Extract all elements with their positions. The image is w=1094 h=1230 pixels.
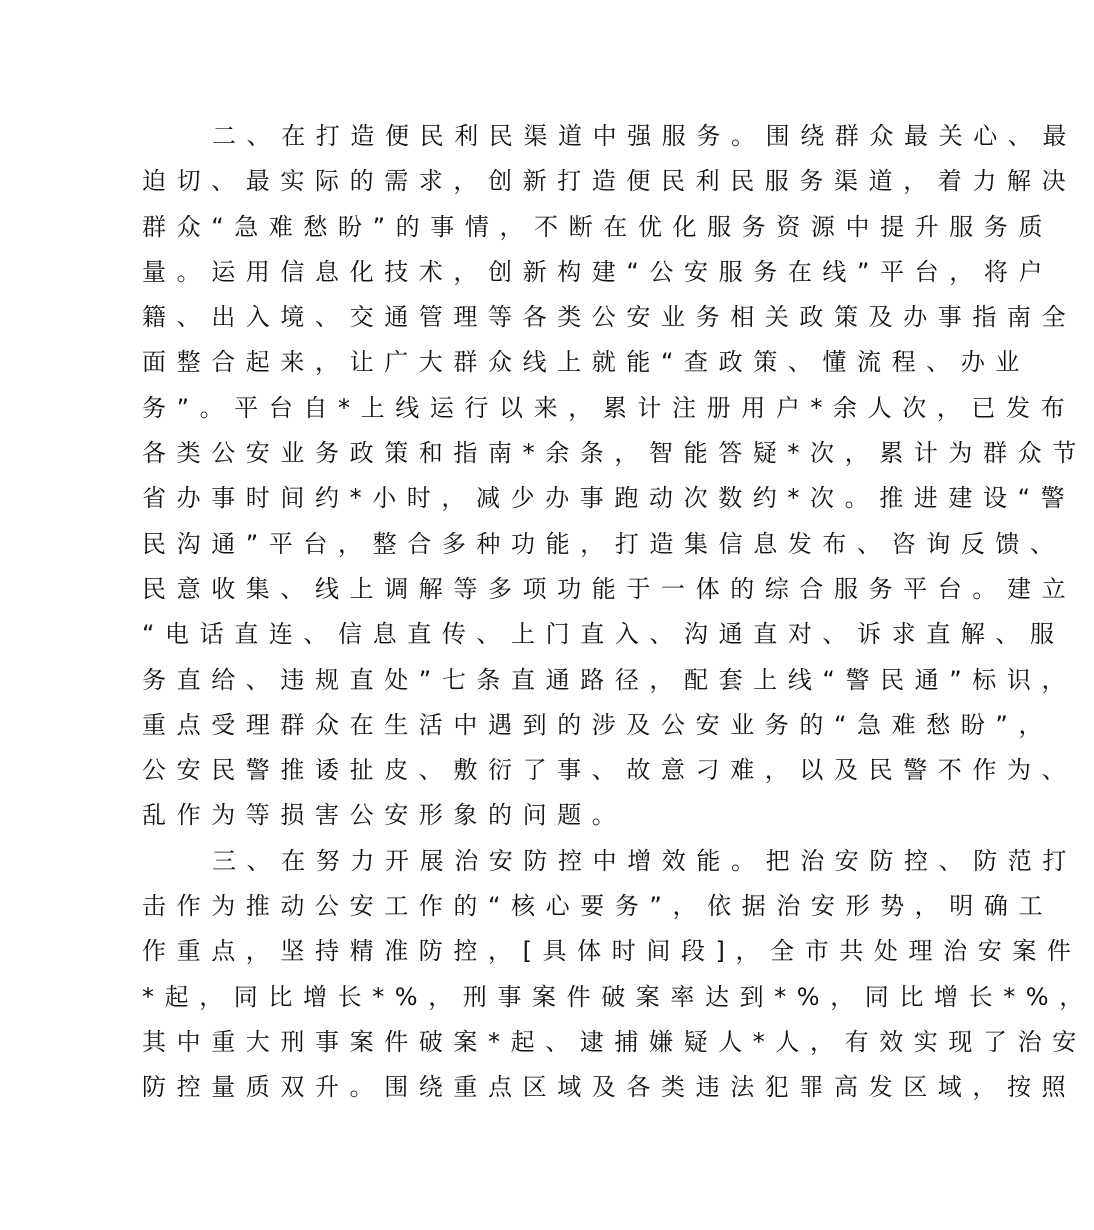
text-line: 二、在打造便民利民渠道中强服务。围绕群众最关心、最 (212, 122, 1077, 150)
text-line: 务直给、违规直处”七条直通路径，配套上线“警民通”标识， (142, 665, 1077, 694)
text-line: 省办事时间约*小时，减少办事跑动次数约*次。推进建设“警 (142, 484, 1076, 513)
text-line: 作重点，坚持精准防控，[具体时间段]，全市共处理治安案件 (142, 937, 1082, 966)
text-line: 籍、出入境、交通管理等各类公安业务相关政策及办事指南全 (142, 303, 1077, 332)
text-line: “电话直连、信息直传、上门直入、沟通直对、诉求直解、服 (142, 620, 1065, 649)
text-line: 公安民警推诿扯皮、敷衍了事、故意刁难，以及民警不作为、 (142, 756, 1077, 785)
text-line: 击作为推动公安工作的“核心要务”，依据治安形势，明确工 (142, 892, 1054, 921)
paragraph-2 (142, 114, 1087, 839)
text-line: 其中重大刑事案件破案*起、逮捕嫌疑人*人，有效实现了治安 (142, 1027, 1087, 1056)
text-line: 民沟通”平台，整合多种功能，打造集信息发布、咨询反馈、 (142, 529, 1065, 558)
text-line: 乱作为等损害公安形象的问题。 (142, 801, 627, 830)
text-line: 务”。平台自*上线运行以来，累计注册用户*余人次，已发布 (142, 393, 1076, 422)
text-line: *起，同比增长*%，刑事案件破案率达到*%，同比增长*%， (142, 982, 1094, 1011)
text-line: 各类公安业务政策和指南*余条，智能答疑*次，累计为群众节 (142, 439, 1087, 468)
text-line: 重点受理群众在生活中遇到的涉及公安业务的“急难愁盼”， (142, 710, 1054, 739)
paragraph-3 (142, 839, 1094, 1111)
text-line: 群众“急难愁盼”的事情，不断在优化服务资源中提升服务质 (142, 212, 1054, 241)
document-page (142, 114, 1094, 1111)
text-line: 量。运用信息化技术，创新构建“公安服务在线”平台，将户 (142, 257, 1054, 286)
text-line: 防控量质双升。围绕重点区域及各类违法犯罪高发区域，按照 (142, 1073, 1077, 1102)
text-line: 民意收集、线上调解等多项功能于一体的综合服务平台。建立 (142, 574, 1077, 603)
text-line: 迫切、最实际的需求，创新打造便民利民服务渠道，着力解决 (142, 167, 1077, 196)
text-line: 面整合起来，让广大群众线上就能“查政策、懂流程、办业 (142, 348, 1031, 377)
text-line: 三、在努力开展治安防控中增效能。把治安防控、防范打 (212, 846, 1077, 875)
